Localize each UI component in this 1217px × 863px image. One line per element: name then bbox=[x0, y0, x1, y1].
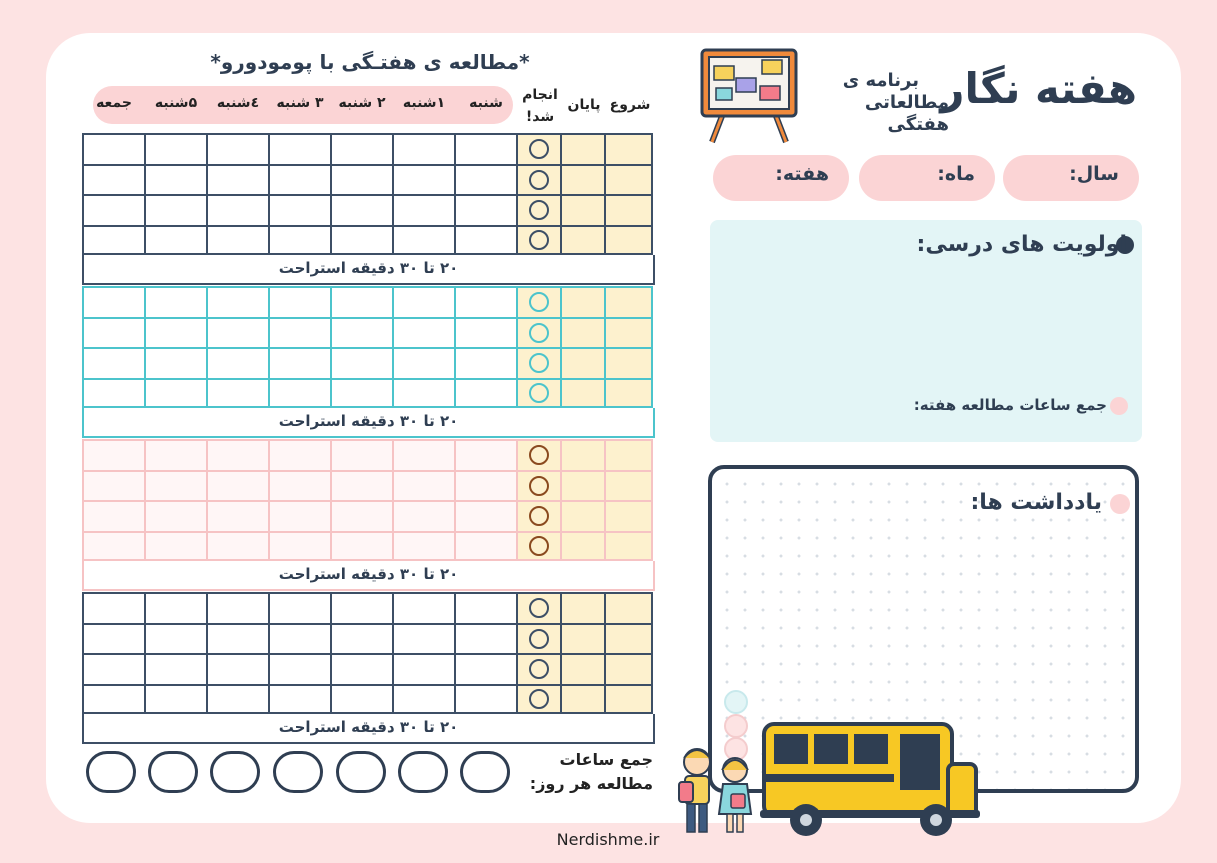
study-cell[interactable] bbox=[392, 439, 454, 470]
table-row bbox=[82, 623, 655, 654]
col-header-done-line2: شد! bbox=[525, 109, 555, 125]
table-row bbox=[82, 194, 655, 225]
study-cell[interactable] bbox=[206, 286, 268, 317]
done-checkbox[interactable] bbox=[516, 225, 560, 256]
end-time-cell[interactable] bbox=[560, 133, 604, 164]
break-row: ۲۰ تا ۳۰ دقیقه استراحت bbox=[82, 714, 655, 744]
day-header: ۵شنبه bbox=[154, 95, 198, 111]
checkbox-circle-icon bbox=[529, 506, 549, 526]
checkbox-circle-icon bbox=[529, 659, 549, 679]
brand-subtitle-line1: برنامه ی bbox=[842, 70, 919, 91]
study-cell[interactable] bbox=[206, 225, 268, 256]
year-label: سال: bbox=[1069, 163, 1119, 185]
checkbox-circle-icon bbox=[529, 598, 549, 618]
year-field[interactable] bbox=[1003, 155, 1139, 201]
checkbox-circle-icon bbox=[529, 323, 549, 343]
daily-total-box[interactable] bbox=[398, 751, 448, 793]
col-header-done bbox=[518, 84, 562, 128]
study-cell[interactable] bbox=[268, 470, 330, 501]
study-cell[interactable] bbox=[330, 500, 392, 531]
study-cell[interactable] bbox=[206, 592, 268, 623]
week-field[interactable] bbox=[713, 155, 849, 201]
study-cell[interactable] bbox=[330, 286, 392, 317]
daily-total-line2: مطالعه هر روز: bbox=[529, 774, 653, 793]
table-row bbox=[82, 470, 655, 501]
study-cell[interactable] bbox=[144, 133, 206, 164]
study-cell[interactable] bbox=[268, 378, 330, 409]
study-cell[interactable] bbox=[82, 470, 144, 501]
study-cell[interactable] bbox=[144, 439, 206, 470]
study-cell[interactable] bbox=[392, 347, 454, 378]
decor-dot-icon bbox=[724, 714, 748, 738]
col-header-done-line1: انجام bbox=[522, 87, 558, 103]
start-time-cell[interactable] bbox=[604, 164, 653, 195]
end-time-cell[interactable] bbox=[560, 500, 604, 531]
study-cell[interactable] bbox=[144, 531, 206, 562]
study-cell[interactable] bbox=[392, 653, 454, 684]
study-cell[interactable] bbox=[330, 439, 392, 470]
done-checkbox[interactable] bbox=[516, 531, 560, 562]
start-time-cell[interactable] bbox=[604, 623, 653, 654]
study-cell[interactable] bbox=[392, 164, 454, 195]
checkbox-circle-icon bbox=[529, 200, 549, 220]
study-cell[interactable] bbox=[144, 347, 206, 378]
checkbox-circle-icon bbox=[529, 383, 549, 403]
day-header: جمعه bbox=[96, 95, 132, 111]
daily-total-box[interactable] bbox=[460, 751, 510, 793]
table-row bbox=[82, 684, 655, 715]
end-time-cell[interactable] bbox=[560, 531, 604, 562]
start-time-cell[interactable] bbox=[604, 470, 653, 501]
study-cell[interactable] bbox=[392, 378, 454, 409]
sticky-note-board-icon bbox=[700, 48, 798, 144]
study-cell[interactable] bbox=[144, 623, 206, 654]
checkbox-circle-icon bbox=[529, 292, 549, 312]
start-time-cell[interactable] bbox=[604, 286, 653, 317]
study-cell[interactable] bbox=[268, 347, 330, 378]
end-time-cell[interactable] bbox=[560, 684, 604, 715]
done-checkbox[interactable] bbox=[516, 378, 560, 409]
checkbox-circle-icon bbox=[529, 170, 549, 190]
table-row bbox=[82, 225, 655, 256]
study-cell[interactable] bbox=[82, 225, 144, 256]
end-time-cell[interactable] bbox=[560, 286, 604, 317]
study-cell[interactable] bbox=[392, 684, 454, 715]
study-cell[interactable] bbox=[144, 317, 206, 348]
done-checkbox[interactable] bbox=[516, 133, 560, 164]
start-time-cell[interactable] bbox=[604, 378, 653, 409]
notes-bullet-icon bbox=[1110, 494, 1130, 514]
study-cell[interactable] bbox=[392, 225, 454, 256]
study-cell[interactable] bbox=[268, 500, 330, 531]
end-time-cell[interactable] bbox=[560, 194, 604, 225]
done-checkbox[interactable] bbox=[516, 164, 560, 195]
study-cell[interactable] bbox=[454, 378, 516, 409]
checkbox-circle-icon bbox=[529, 445, 549, 465]
study-cell[interactable] bbox=[206, 470, 268, 501]
study-cell[interactable] bbox=[454, 592, 516, 623]
study-cell[interactable] bbox=[82, 286, 144, 317]
study-cell[interactable] bbox=[454, 286, 516, 317]
start-time-cell[interactable] bbox=[604, 194, 653, 225]
start-time-cell[interactable] bbox=[604, 531, 653, 562]
checkbox-circle-icon bbox=[529, 689, 549, 709]
study-cell[interactable] bbox=[392, 286, 454, 317]
study-cell[interactable] bbox=[144, 470, 206, 501]
done-checkbox[interactable] bbox=[516, 347, 560, 378]
study-cell[interactable] bbox=[454, 317, 516, 348]
end-time-cell[interactable] bbox=[560, 225, 604, 256]
study-cell[interactable] bbox=[392, 531, 454, 562]
study-cell[interactable] bbox=[268, 225, 330, 256]
day-header: ۱شنبه bbox=[402, 95, 446, 111]
brand-subtitle-line2: مطالعاتی هفتگی bbox=[864, 92, 949, 135]
study-cell[interactable] bbox=[268, 164, 330, 195]
study-cell[interactable] bbox=[82, 317, 144, 348]
study-cell[interactable] bbox=[392, 592, 454, 623]
school-bus-illustration bbox=[760, 716, 980, 838]
total-bullet-icon bbox=[1110, 397, 1128, 415]
footer-site: Nerdishme.ir bbox=[556, 830, 660, 849]
study-cell[interactable] bbox=[206, 623, 268, 654]
start-time-cell[interactable] bbox=[604, 133, 653, 164]
end-time-cell[interactable] bbox=[560, 439, 604, 470]
table-row bbox=[82, 531, 655, 562]
study-cell[interactable] bbox=[392, 194, 454, 225]
study-cell[interactable] bbox=[82, 500, 144, 531]
study-cell[interactable] bbox=[206, 347, 268, 378]
brand-subtitle bbox=[809, 70, 949, 136]
checkbox-circle-icon bbox=[529, 476, 549, 496]
study-cell[interactable] bbox=[454, 500, 516, 531]
table-row bbox=[82, 286, 655, 317]
study-cell[interactable] bbox=[268, 439, 330, 470]
break-row: ۲۰ تا ۳۰ دقیقه استراحت bbox=[82, 561, 655, 591]
done-checkbox[interactable] bbox=[516, 653, 560, 684]
study-cell[interactable] bbox=[268, 592, 330, 623]
study-cell[interactable] bbox=[82, 684, 144, 715]
study-cell[interactable] bbox=[268, 684, 330, 715]
study-cell[interactable] bbox=[392, 133, 454, 164]
study-cell[interactable] bbox=[144, 286, 206, 317]
table-row bbox=[82, 317, 655, 348]
study-cell[interactable] bbox=[144, 653, 206, 684]
study-cell[interactable] bbox=[206, 133, 268, 164]
col-header-start: شروع bbox=[609, 97, 651, 113]
table-row bbox=[82, 133, 655, 164]
done-checkbox[interactable] bbox=[516, 470, 560, 501]
study-cell[interactable] bbox=[330, 592, 392, 623]
daily-total-box[interactable] bbox=[210, 751, 260, 793]
start-time-cell[interactable] bbox=[604, 347, 653, 378]
study-cell[interactable] bbox=[206, 439, 268, 470]
study-cell[interactable] bbox=[206, 684, 268, 715]
study-cell[interactable] bbox=[82, 194, 144, 225]
study-cell[interactable] bbox=[330, 531, 392, 562]
study-cell[interactable] bbox=[206, 317, 268, 348]
week-label: هفته: bbox=[775, 163, 829, 185]
study-cell[interactable] bbox=[268, 194, 330, 225]
end-time-cell[interactable] bbox=[560, 592, 604, 623]
day-header: ۳ شنبه bbox=[276, 95, 324, 111]
month-field[interactable] bbox=[859, 155, 995, 201]
decor-dot-icon bbox=[724, 690, 748, 714]
checkbox-circle-icon bbox=[529, 536, 549, 556]
table-row bbox=[82, 653, 655, 684]
checkbox-circle-icon bbox=[529, 139, 549, 159]
study-cell[interactable] bbox=[268, 317, 330, 348]
study-cell[interactable] bbox=[392, 500, 454, 531]
table-row bbox=[82, 347, 655, 378]
study-cell[interactable] bbox=[454, 164, 516, 195]
study-cell[interactable] bbox=[454, 194, 516, 225]
study-cell[interactable] bbox=[206, 653, 268, 684]
daily-total-label bbox=[528, 748, 653, 796]
study-cell[interactable] bbox=[330, 225, 392, 256]
study-cell[interactable] bbox=[454, 470, 516, 501]
study-cell[interactable] bbox=[454, 531, 516, 562]
study-cell[interactable] bbox=[330, 470, 392, 501]
study-cell[interactable] bbox=[454, 347, 516, 378]
done-checkbox[interactable] bbox=[516, 439, 560, 470]
done-checkbox[interactable] bbox=[516, 194, 560, 225]
study-cell[interactable] bbox=[454, 133, 516, 164]
study-cell[interactable] bbox=[206, 194, 268, 225]
study-cell[interactable] bbox=[330, 317, 392, 348]
study-cell[interactable] bbox=[392, 623, 454, 654]
study-cell[interactable] bbox=[392, 470, 454, 501]
daily-total-box[interactable] bbox=[336, 751, 386, 793]
table-row bbox=[82, 500, 655, 531]
daily-total-box[interactable] bbox=[273, 751, 323, 793]
end-time-cell[interactable] bbox=[560, 317, 604, 348]
break-row: ۲۰ تا ۳۰ دقیقه استراحت bbox=[82, 408, 655, 438]
study-cell[interactable] bbox=[82, 378, 144, 409]
end-time-cell[interactable] bbox=[560, 623, 604, 654]
table-row bbox=[82, 439, 655, 470]
study-cell[interactable] bbox=[454, 439, 516, 470]
study-cell[interactable] bbox=[330, 164, 392, 195]
day-header: ٤شنبه bbox=[216, 95, 260, 111]
study-cell[interactable] bbox=[330, 347, 392, 378]
study-cell[interactable] bbox=[144, 225, 206, 256]
brand-title: هفته نگار bbox=[940, 64, 1137, 113]
study-cell[interactable] bbox=[82, 347, 144, 378]
study-cell[interactable] bbox=[454, 623, 516, 654]
start-time-cell[interactable] bbox=[604, 592, 653, 623]
end-time-cell[interactable] bbox=[560, 470, 604, 501]
checkbox-circle-icon bbox=[529, 629, 549, 649]
study-cell[interactable] bbox=[330, 194, 392, 225]
study-cell[interactable] bbox=[454, 684, 516, 715]
study-cell[interactable] bbox=[82, 133, 144, 164]
table-row bbox=[82, 378, 655, 409]
study-cell[interactable] bbox=[392, 317, 454, 348]
study-cell[interactable] bbox=[206, 500, 268, 531]
checkbox-circle-icon bbox=[529, 230, 549, 250]
end-time-cell[interactable] bbox=[560, 164, 604, 195]
daily-total-box[interactable] bbox=[86, 751, 136, 793]
end-time-cell[interactable] bbox=[560, 378, 604, 409]
study-cell[interactable] bbox=[268, 133, 330, 164]
day-header: ۲ شنبه bbox=[338, 95, 386, 111]
break-row: ۲۰ تا ۳۰ دقیقه استراحت bbox=[82, 255, 655, 285]
start-time-cell[interactable] bbox=[604, 684, 653, 715]
done-checkbox[interactable] bbox=[516, 317, 560, 348]
start-time-cell[interactable] bbox=[604, 225, 653, 256]
notes-title: یادداشت ها: bbox=[970, 490, 1102, 515]
study-cell[interactable] bbox=[144, 164, 206, 195]
study-cell[interactable] bbox=[82, 164, 144, 195]
month-label: ماه: bbox=[937, 163, 975, 185]
study-cell[interactable] bbox=[268, 531, 330, 562]
study-cell[interactable] bbox=[144, 592, 206, 623]
study-cell[interactable] bbox=[330, 623, 392, 654]
students-illustration bbox=[675, 742, 765, 838]
study-cell[interactable] bbox=[268, 286, 330, 317]
done-checkbox[interactable] bbox=[516, 684, 560, 715]
done-checkbox[interactable] bbox=[516, 286, 560, 317]
study-cell[interactable] bbox=[82, 531, 144, 562]
end-time-cell[interactable] bbox=[560, 653, 604, 684]
end-time-cell[interactable] bbox=[560, 347, 604, 378]
study-cell[interactable] bbox=[454, 225, 516, 256]
study-cell[interactable] bbox=[206, 164, 268, 195]
start-time-cell[interactable] bbox=[604, 439, 653, 470]
study-cell[interactable] bbox=[82, 592, 144, 623]
daily-total-line1: جمع ساعات bbox=[559, 750, 653, 769]
planner-title: *مطالعه ی هفتـگی با پومودورو* bbox=[210, 50, 530, 74]
daily-total-box[interactable] bbox=[148, 751, 198, 793]
study-cell[interactable] bbox=[144, 500, 206, 531]
table-row bbox=[82, 164, 655, 195]
study-cell[interactable] bbox=[82, 439, 144, 470]
start-time-cell[interactable] bbox=[604, 653, 653, 684]
study-cell[interactable] bbox=[144, 684, 206, 715]
col-header-end: پایان bbox=[567, 97, 601, 113]
study-cell[interactable] bbox=[330, 378, 392, 409]
done-checkbox[interactable] bbox=[516, 500, 560, 531]
study-cell[interactable] bbox=[144, 194, 206, 225]
weekly-total-label: جمع ساعات مطالعه هفته: bbox=[913, 396, 1107, 414]
priorities-title: اولویت های درسی: bbox=[916, 232, 1127, 257]
done-checkbox[interactable] bbox=[516, 592, 560, 623]
start-time-cell[interactable] bbox=[604, 500, 653, 531]
start-time-cell[interactable] bbox=[604, 317, 653, 348]
study-cell[interactable] bbox=[330, 684, 392, 715]
checkbox-circle-icon bbox=[529, 353, 549, 373]
study-cell[interactable] bbox=[268, 653, 330, 684]
study-cell[interactable] bbox=[454, 653, 516, 684]
study-cell[interactable] bbox=[330, 133, 392, 164]
study-cell[interactable] bbox=[206, 531, 268, 562]
study-cell[interactable] bbox=[144, 378, 206, 409]
study-cell[interactable] bbox=[82, 653, 144, 684]
study-cell[interactable] bbox=[206, 378, 268, 409]
study-cell[interactable] bbox=[268, 623, 330, 654]
study-cell[interactable] bbox=[330, 653, 392, 684]
study-cell[interactable] bbox=[82, 623, 144, 654]
done-checkbox[interactable] bbox=[516, 623, 560, 654]
day-header: شنبه bbox=[469, 95, 503, 111]
table-row bbox=[82, 592, 655, 623]
